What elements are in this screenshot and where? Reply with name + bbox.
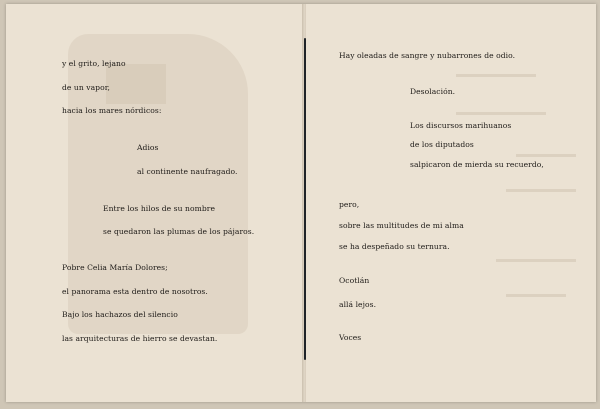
show-through-text [456,74,536,77]
show-through-text [506,189,576,192]
right-page [306,4,596,402]
poem-line: salpicaron de mierda su recuerdo, [410,160,544,169]
poem-line: Voces [339,333,362,342]
poem-line: Bajo los hachazos del silencio [62,310,178,319]
poem-line: hacia los mares nórdicos: [62,106,162,115]
show-through-text [456,112,546,115]
poem-line: el panorama esta dentro de nosotros. [62,287,208,296]
poem-line: las arquitecturas de hierro se devastan. [62,334,218,343]
show-through-text [496,259,576,262]
poem-line: Pobre Celia María Dolores; [62,263,168,272]
poem-line: Desolación. [410,87,456,96]
show-through-text [506,294,566,297]
poem-line: Hay oleadas de sangre y nubarrones de odio. [339,51,516,60]
open-book [6,4,596,402]
show-through-mark [106,64,166,104]
poem-line: se quedaron las plumas de los pájaros. [103,227,255,236]
poem-line: y el grito, lejano [62,59,126,68]
poem-line: sobre las multitudes de mi alma [339,221,464,230]
poem-line: de los diputados [410,140,474,149]
poem-line: al continente naufragado. [137,167,238,176]
left-page [6,4,303,402]
poem-line: se ha despeñado su ternura. [339,242,450,251]
poem-line: Entre los hilos de su nombre [103,204,215,213]
poem-line: Ocotlán [339,276,370,285]
poem-line: allá lejos. [339,300,377,309]
poem-line: de un vapor, [62,83,111,92]
show-through-text [516,154,576,157]
poem-line: pero, [339,200,360,209]
poem-line: Los discursos marihuanos [410,121,512,130]
poem-line: Adios [137,143,159,152]
